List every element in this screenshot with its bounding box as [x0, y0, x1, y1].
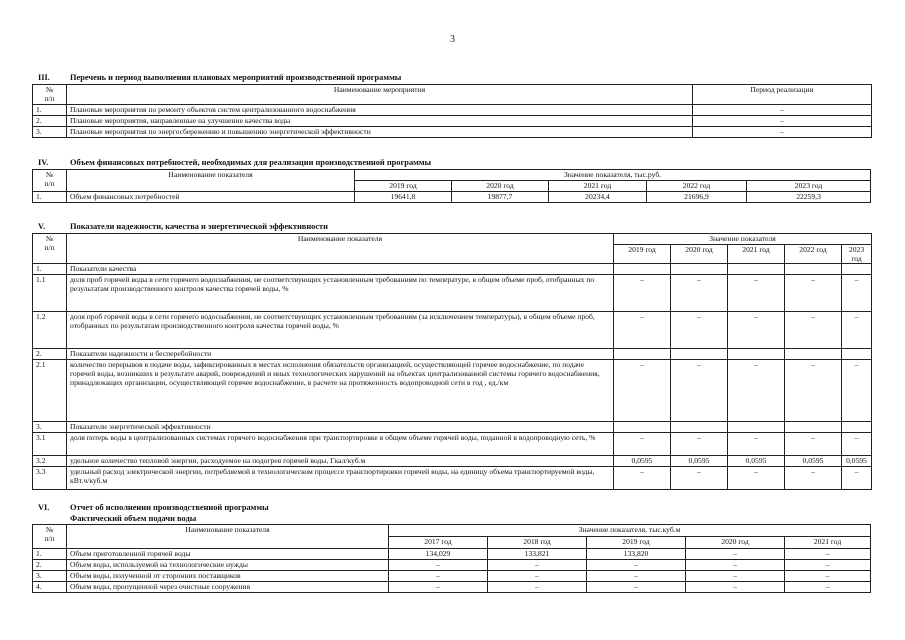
col-header-value: Значение показателя, тыс.куб.м — [389, 525, 871, 537]
row-value: 21696,9 — [647, 192, 747, 203]
row-name: Плановые мероприятия, направленные на улучшение качества воды — [67, 116, 693, 127]
row-no: 1.2 — [33, 312, 67, 349]
row-value: – — [842, 312, 872, 349]
section-6-table — [32, 524, 871, 593]
row-value: – — [488, 582, 587, 593]
col-header-value: Значение показателя, тыс.руб. — [355, 170, 871, 181]
year-header: 2023 год — [842, 245, 872, 264]
col-header-no: № п/п — [33, 525, 67, 549]
row-value: 0,0595 — [785, 456, 842, 467]
table-row — [33, 456, 872, 467]
row-value: 19641,8 — [355, 192, 452, 203]
row-value: – — [389, 560, 488, 571]
row-value: – — [842, 275, 872, 312]
table-header — [33, 525, 871, 537]
year-header: 2021 год — [785, 537, 871, 549]
row-no: 3.2 — [33, 456, 67, 467]
section-4-table — [32, 169, 871, 203]
table-row — [33, 192, 871, 203]
row-value: – — [614, 467, 671, 490]
row-value: – — [686, 560, 785, 571]
section-5-table — [32, 233, 872, 490]
row-value: – — [728, 312, 785, 349]
row-name: Плановые мероприятия по ремонту объектов систем централизованного водоснабжения — [67, 105, 693, 116]
group-row — [33, 422, 872, 433]
row-value: 22259,3 — [747, 192, 871, 203]
section-6-heading: Отчет об исполнении производственной программы — [70, 503, 269, 512]
row-no: 3. — [33, 422, 67, 433]
row-value: 19877,7 — [452, 192, 549, 203]
year-header: 2019 год — [587, 537, 686, 549]
row-value: – — [686, 549, 785, 560]
col-header-name: Наименование показателя — [67, 170, 355, 192]
year-header: 2021 год — [549, 181, 647, 192]
year-header: 2023 год — [747, 181, 871, 192]
row-value: – — [614, 312, 671, 349]
row-name: Показатели надежности и бесперебойности — [67, 349, 614, 360]
section-6-subtitle: Фактический объем подачи воды — [70, 514, 197, 523]
row-no: 3. — [33, 127, 67, 138]
row-value: – — [587, 571, 686, 582]
col-header-name: Наименование показателя — [67, 525, 389, 549]
table-header — [33, 170, 871, 181]
year-header: 2020 год — [686, 537, 785, 549]
row-value: – — [614, 360, 671, 422]
row-name: количество перерывов в подаче воды, зафиксированных в местах исполнения обязательств организацией, осуществляющей горячее водоснабжение, по подаче горячей воды, возникших в результате аварий, повреждений и иных технологических нарушений на объектах централизованной системы горячего водоснабжения, принадлежащих организации, осуществляющей горячее водоснабжение, в расчете на протяженность водопроводной сети в год , ед./км — [67, 360, 614, 422]
table-row — [33, 560, 871, 571]
row-value: 0,0595 — [614, 456, 671, 467]
row-value: 0,0595 — [671, 456, 728, 467]
row-name: Показатели качества — [67, 264, 614, 275]
col-header-name: Наименование показателя — [67, 234, 614, 264]
row-value: – — [728, 360, 785, 422]
row-no: 3. — [33, 571, 67, 582]
table-row — [33, 467, 872, 490]
row-value: – — [728, 467, 785, 490]
row-name: доля проб горячей воды в сети горячего водоснабжения, не соответствующих установленным требованиям по температуре, в общем объеме проб, отобранных по результатам производственного контроля качества горячей воды, % — [67, 275, 614, 312]
section-3-heading: Перечень и период выполнения плановых мероприятий производственной программы — [70, 73, 402, 82]
row-name: удельный расход электрической энергии, потребляемой в технологическом процессе транспортировки горячей воды, на единицу объема транспортируемой воды, кВт.ч/куб.м — [67, 467, 614, 490]
table-header — [33, 234, 872, 245]
section-4-number: IV. — [38, 158, 49, 167]
table-row — [33, 127, 872, 138]
row-name: Показатели энергетической эффективности — [67, 422, 614, 433]
year-header: 2018 год — [488, 537, 587, 549]
row-value: – — [785, 433, 842, 456]
row-value: – — [842, 360, 872, 422]
year-header: 2020 год — [671, 245, 728, 264]
table-header — [33, 85, 872, 105]
row-no: 1. — [33, 549, 67, 560]
section-6-title — [38, 503, 269, 512]
row-value: – — [614, 433, 671, 456]
row-period: – — [693, 116, 872, 127]
row-value: – — [785, 571, 871, 582]
row-no: 2. — [33, 560, 67, 571]
table-row — [33, 571, 871, 582]
section-5-number: V. — [38, 222, 46, 231]
row-value: 133,821 — [488, 549, 587, 560]
row-no: 3.3 — [33, 467, 67, 490]
row-value: – — [587, 582, 686, 593]
year-header: 2021 год — [728, 245, 785, 264]
row-value: – — [671, 467, 728, 490]
table-row — [33, 105, 872, 116]
group-row — [33, 264, 872, 275]
year-header: 2017 год — [389, 537, 488, 549]
section-3-title — [38, 73, 401, 82]
row-value: – — [785, 275, 842, 312]
row-value: – — [728, 275, 785, 312]
row-value: – — [671, 312, 728, 349]
row-value: 0,0595 — [842, 456, 872, 467]
row-value: – — [389, 582, 488, 593]
row-period: – — [693, 105, 872, 116]
page-number: 3 — [450, 34, 455, 45]
row-value: – — [614, 275, 671, 312]
row-value: – — [686, 571, 785, 582]
col-header-no: № п/п — [33, 85, 67, 105]
section-3-number: III. — [38, 73, 50, 82]
section-3-table — [32, 84, 872, 138]
col-header-name: Наименование мероприятия — [67, 85, 693, 105]
row-value: – — [488, 560, 587, 571]
row-value: – — [785, 549, 871, 560]
year-header: 2019 год — [355, 181, 452, 192]
year-header: 2019 год — [614, 245, 671, 264]
col-header-no: № п/п — [33, 234, 67, 264]
row-value: – — [785, 360, 842, 422]
section-5-title — [38, 222, 328, 231]
row-value: – — [728, 433, 785, 456]
row-no: 1.1 — [33, 275, 67, 312]
row-name: Плановые мероприятия по энергосбережению и повышению энергетической эффективности — [67, 127, 693, 138]
row-no: 4. — [33, 582, 67, 593]
table-row — [33, 433, 872, 456]
row-no: 2. — [33, 349, 67, 360]
table-row — [33, 360, 872, 422]
row-name: Объем приготовленной горячей воды — [67, 549, 389, 560]
row-name: Объем воды, пропущенной через очистные сооружения — [67, 582, 389, 593]
row-value: – — [671, 433, 728, 456]
section-4-title — [38, 158, 431, 167]
row-value: – — [842, 467, 872, 490]
col-header-period: Период реализации — [693, 85, 872, 105]
row-no: 1. — [33, 264, 67, 275]
row-name: удельное количество тепловой энергии, расходуемое на подогрев горячей воды, Гкал/куб.м — [67, 456, 614, 467]
row-value: 134,029 — [389, 549, 488, 560]
section-5-heading: Показатели надежности, качества и энергетической эффективности — [70, 222, 328, 231]
table-row — [33, 312, 872, 349]
row-value: 0,0595 — [728, 456, 785, 467]
row-name: Объем финансовых потребностей — [67, 192, 355, 203]
row-value: – — [785, 582, 871, 593]
table-row — [33, 549, 871, 560]
section-6-number: VI. — [38, 503, 50, 512]
row-value: – — [671, 360, 728, 422]
row-value: – — [785, 560, 871, 571]
row-name: доля потерь воды в централизованных системах горячего водоснабжения при транспортировке в общем объеме горячей воды, поданной в водопроводную сеть, % — [67, 433, 614, 456]
row-name: Объем воды, используемой на технологические нужды — [67, 560, 389, 571]
section-4-heading: Объем финансовых потребностей, необходимых для реализации производственной программы — [70, 158, 432, 167]
row-no: 3.1 — [33, 433, 67, 456]
row-no: 2.1 — [33, 360, 67, 422]
row-value: – — [842, 433, 872, 456]
col-header-value: Значение показателя — [614, 234, 872, 245]
col-header-no: № п/п — [33, 170, 67, 192]
row-value: – — [671, 275, 728, 312]
row-value: – — [389, 571, 488, 582]
table-row — [33, 582, 871, 593]
row-period: – — [693, 127, 872, 138]
row-value: 133,820 — [587, 549, 686, 560]
row-no: 1. — [33, 105, 67, 116]
table-row — [33, 116, 872, 127]
row-value: – — [488, 571, 587, 582]
group-row — [33, 349, 872, 360]
row-name: Объем воды, полученной от сторонних поставщиков — [67, 571, 389, 582]
row-value: – — [785, 312, 842, 349]
year-header: 2022 год — [647, 181, 747, 192]
row-name: доля проб горячей воды в сети горячего водоснабжения, не соответствующих установленным требованиям (за исключением температуры), в общем объеме проб, отобранных по результатам производственного контроля качества горячей воды, % — [67, 312, 614, 349]
row-value: 20234,4 — [549, 192, 647, 203]
row-value: – — [587, 560, 686, 571]
row-value: – — [785, 467, 842, 490]
year-header: 2020 год — [452, 181, 549, 192]
row-value: – — [686, 582, 785, 593]
table-row — [33, 275, 872, 312]
row-no: 2. — [33, 116, 67, 127]
row-no: 1. — [33, 192, 67, 203]
year-header: 2022 год — [785, 245, 842, 264]
